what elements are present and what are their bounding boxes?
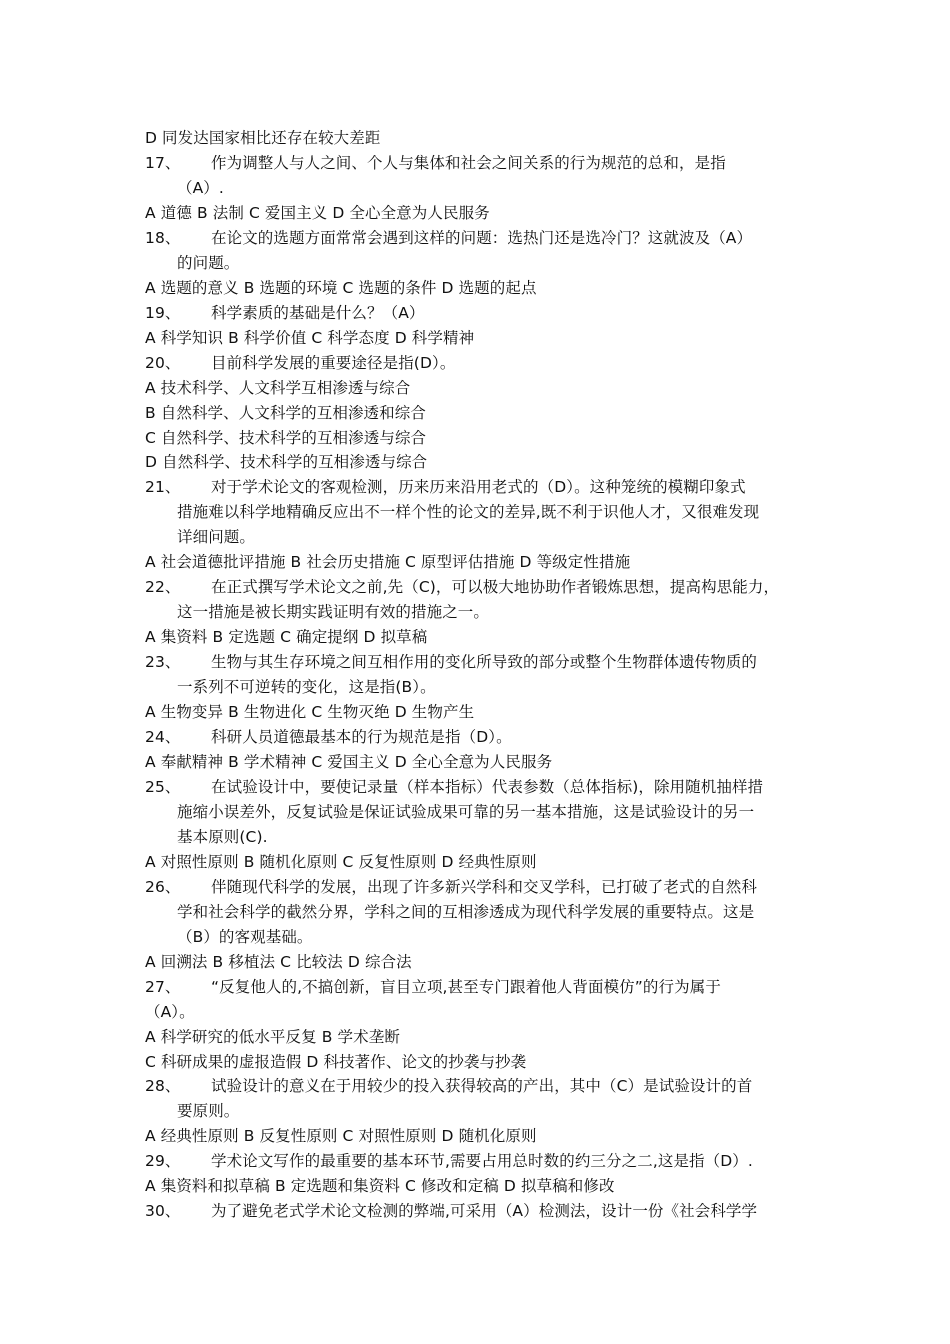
answer-options-line: A 科学知识 B 科学价值 C 科学态度 D 科学精神	[145, 328, 475, 347]
answer-options-line: A 集资料 B 定选题 C 确定提纲 D 拟草稿	[145, 628, 428, 647]
question-text: 学术论文写作的最重要的基本环节,需要占用总时数的约三分之二,这是指（D）.	[211, 1152, 753, 1171]
answer-options-line: A 对照性原则 B 随机化原则 C 反复性原则 D 经典性原则	[145, 852, 537, 871]
answer-options-line: A 回溯法 B 移植法 C 比较法 D 综合法	[145, 952, 412, 971]
answer-options-line: A 技术科学、人文科学互相渗透与综合	[145, 378, 411, 397]
question-continuation: 的问题。	[177, 253, 240, 272]
answer-options-line: B 自然科学、人文科学的互相渗透和综合	[145, 403, 426, 422]
answer-options-line: A 社会道德批评措施 B 社会历史措施 C 原型评估措施 D 等级定性措施	[145, 553, 631, 572]
question-number: 27、	[145, 977, 181, 996]
question-number: 21、	[145, 478, 181, 497]
answer-options-line: A 集资料和拟草稿 B 定选题和集资料 C 修改和定稿 D 拟草稿和修改	[145, 1177, 615, 1196]
question-text: “反复他人的,不搞创新，盲目立项,甚至专门跟着他人背面模仿”的行为属于	[211, 977, 721, 996]
answer-options-line: A 道德 B 法制 C 爱国主义 D 全心全意为人民服务	[145, 203, 490, 222]
question-number: 18、	[145, 228, 181, 247]
question-number: 30、	[145, 1202, 181, 1221]
question-text: 在论文的选题方面常常会遇到这样的问题：选热门还是选冷门？这就波及（A）	[211, 228, 753, 247]
question-continuation: 施缩小误差外，反复试验是保证试验成果可靠的另一基本措施，这是试验设计的另一	[177, 802, 755, 821]
question-number: 22、	[145, 578, 181, 597]
question-text: 生物与其生存环境之间互相作用的变化所导致的部分或整个生物群体遗传物质的	[211, 653, 758, 672]
answer-options-line: A 选题的意义 B 选题的环境 C 选题的条件 D 选题的起点	[145, 278, 537, 297]
answer-options-line: D 自然科学、技术科学的互相渗透与综合	[145, 453, 428, 472]
answer-options-line: C 自然科学、技术科学的互相渗透与综合	[145, 428, 427, 447]
question-number: 25、	[145, 777, 181, 796]
question-continuation: 这一措施是被长期实践证明有效的措施之一。	[177, 603, 490, 622]
answer-options-line: A 奉献精神 B 学术精神 C 爱国主义 D 全心全意为人民服务	[145, 753, 553, 771]
question-number: 17、	[145, 153, 181, 172]
question-continuation: 措施难以科学地精确反应出不一样个性的论文的差异,既不利于识他人才，又很难发现	[177, 503, 760, 522]
question-continuation: 基本原则(C).	[177, 827, 268, 846]
question-continuation: 一系列不可逆转的变化，这是指(B）。	[177, 678, 436, 697]
question-number: 23、	[145, 653, 181, 672]
question-text: 伴随现代科学的发展，出现了许多新兴学科和交叉学科，已打破了老式的自然科	[211, 877, 758, 896]
question-text: 目前科学发展的重要途径是指(D）。	[211, 353, 456, 372]
answer-options-line: A 生物变异 B 生物进化 C 生物灭绝 D 生物产生	[145, 703, 475, 722]
question-number: 29、	[145, 1152, 181, 1171]
question-text: 在试验设计中，要使记录量（样本指标）代表参数（总体指标)，除用随机抽样措	[211, 777, 764, 796]
question-text: 为了避免老式学术论文检测的弊端,可采用（A）检测法，设计一份《社会科学学	[211, 1202, 758, 1221]
question-text: 科学素质的基础是什么？（A）	[211, 303, 425, 322]
question-continuation: 详细问题。	[177, 528, 256, 547]
question-number: 26、	[145, 877, 181, 896]
question-continuation: 学和社会科学的截然分界，学科之间的互相渗透成为现代科学发展的重要特点。这是	[177, 902, 755, 921]
question-text: 作为调整人与人之间、个人与集体和社会之间关系的行为规范的总和，是指	[211, 153, 726, 172]
question-number: 28、	[145, 1077, 181, 1096]
question-text: 试验设计的意义在于用较少的投入获得较高的产出，其中（C）是试验设计的首	[211, 1077, 753, 1096]
question-continuation: 要原则。	[177, 1102, 240, 1121]
question-text: 对于学术论文的客观检测，历来历来沿用老式的（D）。这种笼统的模糊印象式	[211, 478, 746, 497]
question-continuation: （A）。	[145, 1002, 195, 1021]
question-text: 科研人员道德最基本的行为规范是指（D）。	[211, 728, 512, 747]
question-continuation: （B）的客观基础。	[177, 927, 313, 946]
answer-options-line: A 科学研究的低水平反复 B 学术垄断	[145, 1027, 400, 1046]
answer-options-line: C 科研成果的虚报造假 D 科技著作、论文的抄袭与抄袭	[145, 1052, 527, 1071]
question-continuation: （A）.	[177, 178, 224, 197]
question-number: 19、	[145, 303, 181, 322]
question-number: 24、	[145, 728, 181, 747]
question-number: 20、	[145, 353, 181, 372]
answer-options-line: A 经典性原则 B 反复性原则 C 对照性原则 D 随机化原则	[145, 1127, 537, 1146]
question-text: 在正式撰写学术论文之前,先（C)，可以极大地协助作者锻炼思想，提高构思能力，	[211, 578, 780, 597]
answer-options-line: D 同发达国家相比还存在较大差距	[145, 129, 381, 147]
